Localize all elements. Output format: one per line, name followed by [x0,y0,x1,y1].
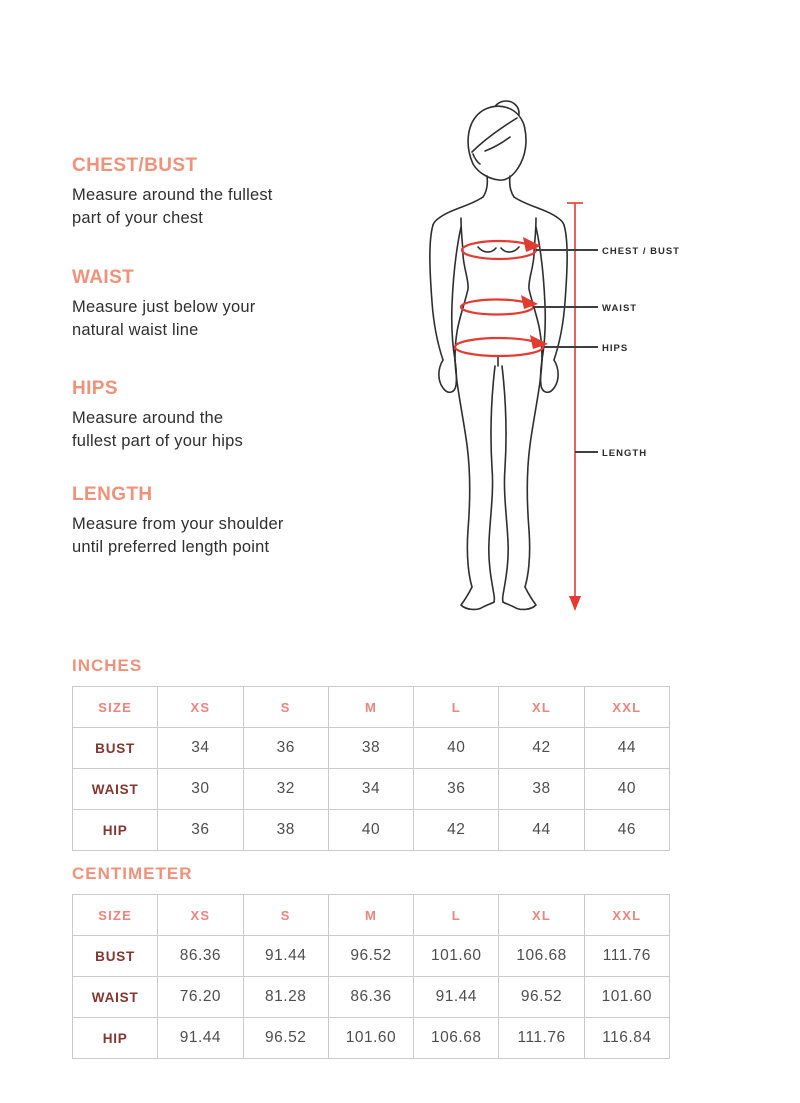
table-row [73,936,670,977]
value-cell: 101.60 [414,936,499,977]
row-label-cell: WAIST [73,977,158,1018]
table-row [73,810,670,851]
table-header-cell: XXL [584,687,669,728]
value-cell: 32 [243,769,328,810]
table-header-cell: XS [158,687,243,728]
body-measurement-diagram [420,90,690,625]
row-label-cell: HIP [73,810,158,851]
value-cell: 36 [243,728,328,769]
value-cell: 86.36 [158,936,243,977]
table-row [73,977,670,1018]
value-cell: 91.44 [414,977,499,1018]
section-title-hips: HIPS [72,378,118,399]
inches-table-block [72,656,670,851]
value-cell: 96.52 [243,1018,328,1059]
waist-measure-band [461,300,533,315]
row-label-cell: WAIST [73,769,158,810]
centimeter-size-table [72,894,670,1059]
bust-curve-left [478,247,496,252]
value-cell: 106.68 [414,1018,499,1059]
value-cell: 38 [328,728,413,769]
value-cell: 38 [499,769,584,810]
section-text-length: Measure from your shoulder until preferred length point [72,515,284,556]
table-header-cell: S [243,895,328,936]
table-row [73,769,670,810]
value-cell: 34 [158,728,243,769]
figure-label-hips: HIPS [602,343,629,354]
length-measure-line [567,203,583,598]
section-title-chest-bust: CHEST/BUST [72,155,198,176]
table-header-cell: XS [158,895,243,936]
measurement-bands [455,241,543,356]
value-cell: 101.60 [584,977,669,1018]
inches-size-table [72,686,670,851]
figure-label-length: LENGTH [602,448,648,459]
section-length [72,484,284,558]
value-cell: 96.52 [499,977,584,1018]
value-cell: 40 [584,769,669,810]
figure-label-waist: WAIST [602,303,638,314]
section-text-hips: Measure around the fullest part of your hips [72,409,243,450]
value-cell: 91.44 [158,1018,243,1059]
value-cell: 106.68 [499,936,584,977]
value-cell: 40 [328,810,413,851]
value-cell: 42 [499,728,584,769]
table-header-cell: M [328,687,413,728]
value-cell: 111.76 [584,936,669,977]
row-label-cell: BUST [73,936,158,977]
value-cell: 111.76 [499,1018,584,1059]
table-header-cell: M [328,895,413,936]
section-text-chest-bust: Measure around the fullest part of your chest [72,186,273,227]
section-text-waist: Measure just below your natural waist line [72,298,256,339]
table-header-cell: XXL [584,895,669,936]
table-row [73,728,670,769]
table-header-row [73,895,670,936]
table-header-cell: SIZE [73,687,158,728]
section-hips [72,378,243,452]
value-cell: 86.36 [328,977,413,1018]
bust-curve-right [501,247,519,252]
section-title-waist: WAIST [72,267,135,288]
table-title-centimeter: CENTIMETER [72,864,193,883]
table-header-row [73,687,670,728]
value-cell: 101.60 [328,1018,413,1059]
length-arrowhead-icon [569,596,581,611]
value-cell: 46 [584,810,669,851]
value-cell: 30 [158,769,243,810]
value-cell: 81.28 [243,977,328,1018]
value-cell: 36 [414,769,499,810]
table-header-cell: XL [499,895,584,936]
section-chest-bust [72,155,273,229]
female-figure-illustration [420,90,690,625]
value-cell: 36 [158,810,243,851]
value-cell: 38 [243,810,328,851]
value-cell: 91.44 [243,936,328,977]
value-cell: 44 [499,810,584,851]
table-header-cell: L [414,687,499,728]
row-label-cell: BUST [73,728,158,769]
hips-measure-band [455,338,543,356]
table-header-cell: SIZE [73,895,158,936]
table-header-cell: S [243,687,328,728]
value-cell: 76.20 [158,977,243,1018]
section-title-length: LENGTH [72,484,153,505]
value-cell: 44 [584,728,669,769]
value-cell: 34 [328,769,413,810]
table-row [73,1018,670,1059]
centimeter-table-block [72,864,670,1059]
figure-label-chest-bust: CHEST / BUST [602,246,680,257]
value-cell: 40 [414,728,499,769]
section-waist [72,267,255,341]
value-cell: 42 [414,810,499,851]
row-label-cell: HIP [73,1018,158,1059]
table-title-inches: INCHES [72,656,143,675]
table-header-cell: XL [499,687,584,728]
value-cell: 96.52 [328,936,413,977]
table-header-cell: L [414,895,499,936]
value-cell: 116.84 [584,1018,669,1059]
